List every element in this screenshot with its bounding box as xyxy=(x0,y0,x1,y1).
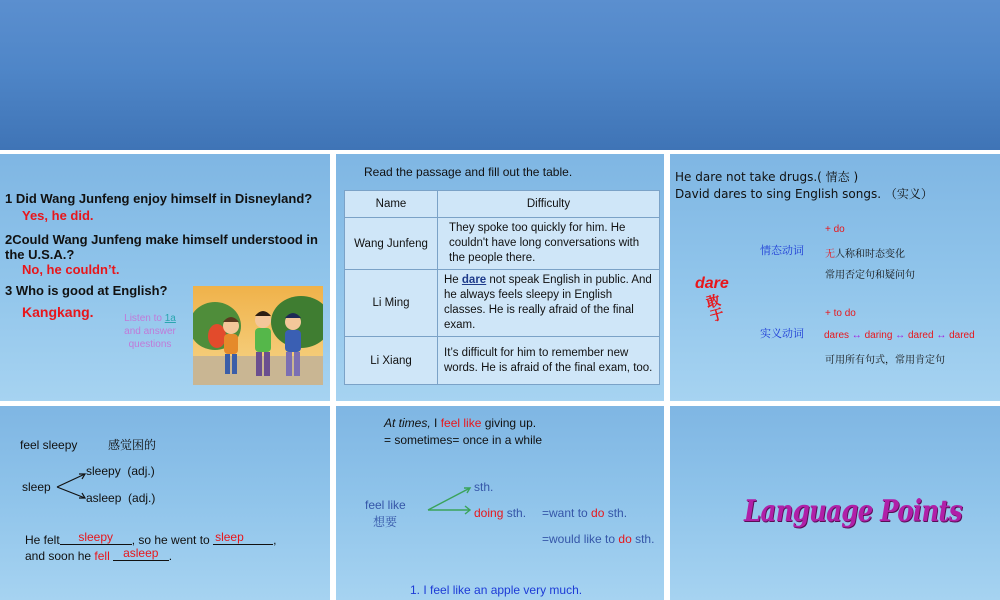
equiv-want-pre: =want to xyxy=(542,506,592,520)
modal-rule-3: 常用否定句和疑问句 xyxy=(825,270,915,281)
sentence-2 xyxy=(25,546,173,564)
question-2: 2Could Wang Junfeng make himself understood in the U.S.A.? xyxy=(5,232,318,262)
row-name: Li Ming xyxy=(345,270,438,337)
real-rule-3: 可用所有句式，常用肯定句 xyxy=(825,355,945,366)
slide-language-points[interactable] xyxy=(670,406,1000,600)
equiv-would-do: do xyxy=(618,532,632,546)
listen-note-link[interactable]: 1a xyxy=(164,313,176,324)
equiv-would-pre: =would like to xyxy=(542,532,619,546)
dare-example-modal: He dare not take drugs.( 情态 ) xyxy=(675,170,859,184)
row-difficulty-post: not speak English in public. And he always feels sleepy in English classes. He is really afraid of the final exam. xyxy=(444,274,652,331)
header-difficulty: Difficulty xyxy=(438,191,660,218)
table-row xyxy=(345,218,660,270)
form-dares: dares xyxy=(824,330,850,341)
slide-dare[interactable] xyxy=(670,154,1000,401)
verb-forms xyxy=(824,330,975,341)
feel-sleepy-chinese: 感觉困的 xyxy=(108,438,157,452)
blank-asleep xyxy=(113,546,169,561)
real-rule-1: + to do xyxy=(825,308,856,319)
equiv-would-like xyxy=(542,532,654,546)
question-3: 3 Who is good at English? xyxy=(5,283,168,298)
arrow-icon: ↔ xyxy=(851,330,862,341)
asleep-adj: asleep (adj.) xyxy=(86,491,156,505)
arrow-icon: ↔ xyxy=(895,330,906,341)
listen-note-post: and answer questions xyxy=(124,326,176,350)
blank-sleepy-answer: sleepy xyxy=(78,530,114,544)
doing-sth xyxy=(474,506,526,520)
feel-like-label: feel like xyxy=(365,498,406,512)
row-name: Wang Junfeng xyxy=(345,218,438,270)
equiv-would-post: sth. xyxy=(631,532,655,546)
difficulty-table xyxy=(344,190,660,385)
answer-2: No, he couldn’t. xyxy=(22,262,120,277)
row-difficulty-text: They spoke too quickly for him. He couldn't have long conversations with the people there. xyxy=(449,222,640,264)
table-row xyxy=(345,337,660,385)
modal-rule-2-rest: 人称和时态变化 xyxy=(835,249,905,260)
at-times-post: giving up. xyxy=(481,416,537,430)
blank-sleep xyxy=(213,530,273,545)
form-dared-pp: dared xyxy=(949,330,975,341)
blank-sleep-answer: sleep xyxy=(215,530,244,544)
doing-red: doing xyxy=(474,506,504,520)
blank-sleepy xyxy=(60,530,132,545)
sleepy-adj: sleepy (adj.) xyxy=(86,464,155,478)
equiv-want-to xyxy=(542,506,627,520)
blank-asleep-answer: asleep xyxy=(123,546,159,560)
sentence-2-end: . xyxy=(168,549,173,563)
feel-like-chinese: 想要 xyxy=(373,515,398,529)
table-instruction: Read the passage and fill out the table. xyxy=(364,165,573,179)
doing-post: sth. xyxy=(503,506,527,520)
modal-verb-label: 情态动词 xyxy=(760,244,804,257)
dare-example-real: David dares to sing English songs. （实义） xyxy=(675,187,933,201)
sleep-root: sleep xyxy=(22,480,51,494)
real-verb-label: 实义动词 xyxy=(760,327,804,340)
feel-like-red: feel like xyxy=(440,416,482,430)
table-header-row xyxy=(345,191,660,218)
at-times-sentence xyxy=(384,416,536,430)
feel-sleepy-phrase: feel sleepy xyxy=(20,438,78,452)
form-daring: daring xyxy=(864,330,893,341)
branch-arrows-icon xyxy=(55,470,87,500)
sentence-1-pre: He felt xyxy=(25,533,60,547)
row-difficulty-text: It’s difficult for him to remember new words. He is afraid of the final exam, too. xyxy=(444,346,653,374)
example-sentence: 1. I feel like an apple very much. xyxy=(410,583,583,597)
slide-questions[interactable] xyxy=(0,154,330,401)
answer-3: Kangkang. xyxy=(22,304,94,320)
equiv-want-post: sth. xyxy=(604,506,628,520)
answer-1: Yes, he did. xyxy=(22,208,94,223)
dare-highlight: dare xyxy=(461,274,487,286)
row-difficulty xyxy=(438,270,660,337)
sentence-2-pre: and soon he xyxy=(25,549,95,563)
branch-arrows-icon xyxy=(426,486,472,516)
table-row xyxy=(345,270,660,337)
header-name: Name xyxy=(345,191,438,218)
dare-word: dare xyxy=(695,275,729,292)
modal-rule-2 xyxy=(825,245,905,260)
synonyms-line: = sometimes= once in a while xyxy=(384,433,543,447)
row-difficulty xyxy=(438,218,660,270)
fell-word: fell xyxy=(94,549,110,563)
sth-label: sth. xyxy=(474,480,494,494)
language-points-title: Language Points xyxy=(744,494,962,529)
at-times: At times, xyxy=(384,416,431,430)
slide-table[interactable] xyxy=(336,154,664,401)
form-dared: dared xyxy=(907,330,934,341)
top-banner xyxy=(0,0,1000,150)
slide-feel-like[interactable] xyxy=(336,406,664,600)
modal-rule-1: + do xyxy=(825,224,845,235)
equiv-want-do: do xyxy=(591,506,605,520)
arrow-icon: ↔ xyxy=(936,330,947,341)
question-1: 1 Did Wang Junfeng enjoy himself in Disneyland? xyxy=(5,191,313,206)
at-times-mid: I xyxy=(430,416,441,430)
cartoon-kids-illustration xyxy=(193,286,323,385)
sentence-1-end: , xyxy=(273,533,277,547)
row-name: Li Xiang xyxy=(345,337,438,385)
listen-note-pre: Listen to xyxy=(124,313,162,324)
modal-rule-2-red: 无 xyxy=(825,249,835,260)
sentence-1-mid: , so he went to xyxy=(131,533,214,547)
slide-sleepy[interactable] xyxy=(0,406,330,600)
listen-note xyxy=(124,312,176,351)
row-difficulty-pre: He xyxy=(444,274,462,286)
dare-chinese: 敢于 xyxy=(702,292,726,324)
row-difficulty xyxy=(438,337,660,385)
